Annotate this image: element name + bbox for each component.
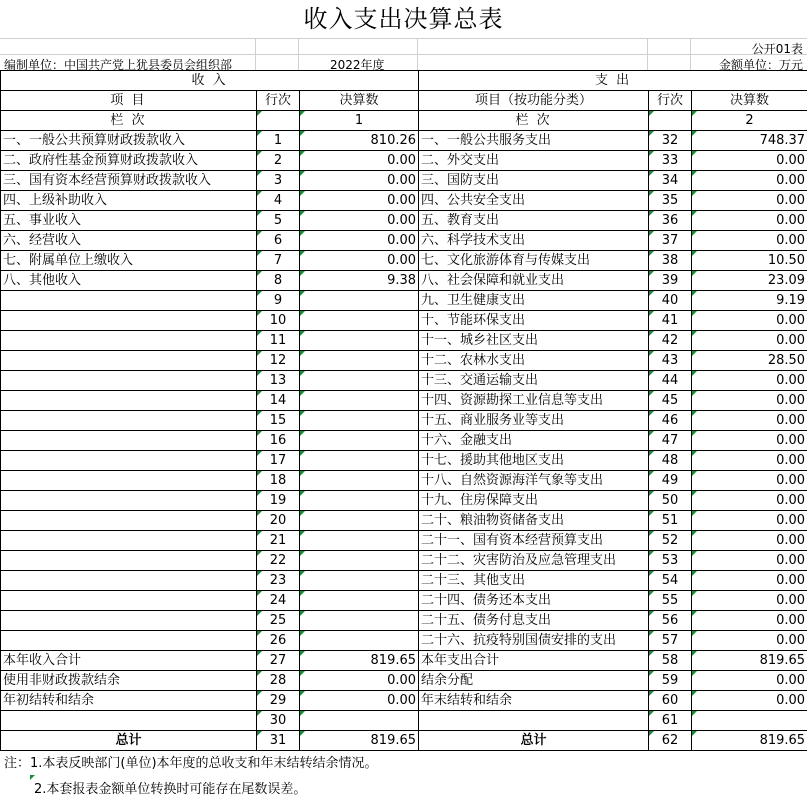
expense-amount (692, 711, 807, 731)
expense-item: 二十六、抗疫特别国债安排的支出 (419, 631, 649, 651)
expense-row-number: 58 (649, 651, 692, 671)
expense-item: 二十二、灾害防治及应急管理支出 (419, 551, 649, 571)
expense-amount: 0.00 (692, 631, 807, 651)
income-row-number: 7 (257, 251, 300, 271)
income-item (1, 411, 257, 431)
income-item (1, 471, 257, 491)
income-item (1, 511, 257, 531)
income-amount (300, 591, 419, 611)
expense-amount: 9.19 (692, 291, 807, 311)
income-item (1, 571, 257, 591)
expense-item: 十四、资源勘探工业信息等支出 (419, 391, 649, 411)
expense-item-header: 项目（按功能分类） (419, 91, 649, 111)
income-item: 五、事业收入 (1, 211, 257, 231)
table-row (1, 671, 807, 691)
expense-row-number: 41 (649, 311, 692, 331)
org-unit: 编制单位：中国共产党上犹县委员会组织部 (4, 58, 233, 72)
expense-row-number: 36 (649, 211, 692, 231)
table-row (1, 491, 807, 511)
income-row-number: 22 (257, 551, 300, 571)
expense-amount: 10.50 (692, 251, 807, 271)
expense-amount: 0.00 (692, 331, 807, 351)
income-row-number: 27 (257, 651, 300, 671)
table-row (1, 411, 807, 431)
expense-item: 七、文化旅游体育与传媒支出 (419, 251, 649, 271)
income-amount (300, 431, 419, 451)
expense-item: 一、一般公共服务支出 (419, 131, 649, 151)
expense-row-number: 40 (649, 291, 692, 311)
income-row-number: 9 (257, 291, 300, 311)
expense-item: 十八、自然资源海洋气象等支出 (419, 471, 649, 491)
income-row-number: 25 (257, 611, 300, 631)
expense-amount: 0.00 (692, 531, 807, 551)
expense-section-header: 支 出 (419, 71, 807, 91)
income-row-number: 19 (257, 491, 300, 511)
expense-row-number: 55 (649, 591, 692, 611)
expense-item: 六、科学技术支出 (419, 231, 649, 251)
income-row-number: 8 (257, 271, 300, 291)
income-item: 总计 (1, 731, 257, 751)
income-amount: 0.00 (300, 691, 419, 711)
table-row (1, 711, 807, 731)
expense-amount: 0.00 (692, 571, 807, 591)
expense-row-number: 50 (649, 491, 692, 511)
expense-row-number: 35 (649, 191, 692, 211)
table-row (1, 351, 807, 371)
table-row (1, 171, 807, 191)
income-amount (300, 311, 419, 331)
income-row-number: 18 (257, 471, 300, 491)
income-item (1, 451, 257, 471)
income-item: 八、其他收入 (1, 271, 257, 291)
money-unit: 金额单位：万元 (718, 58, 803, 72)
page-title: 收入支出决算总表 (303, 5, 504, 33)
table-row (1, 451, 807, 471)
expense-item: 结余分配 (419, 671, 649, 691)
expense-amount: 0.00 (692, 691, 807, 711)
report-year: 2022年度 (330, 58, 385, 72)
expense-amount: 0.00 (692, 411, 807, 431)
table-row (1, 651, 807, 671)
income-amount: 819.65 (300, 651, 419, 671)
income-item: 一、一般公共预算财政拨款收入 (1, 131, 257, 151)
income-amount (300, 411, 419, 431)
table-row (1, 551, 807, 571)
expense-row-number: 54 (649, 571, 692, 591)
income-row-number: 31 (257, 731, 300, 751)
income-amount (300, 391, 419, 411)
expense-row-number: 32 (649, 131, 692, 151)
expense-amount: 0.00 (692, 171, 807, 191)
income-amount (300, 631, 419, 651)
income-item (1, 311, 257, 331)
income-item (1, 551, 257, 571)
table-row (1, 251, 807, 271)
table-row (1, 471, 807, 491)
income-item: 使用非财政拨款结余 (1, 671, 257, 691)
expense-row-number: 59 (649, 671, 692, 691)
expense-amount: 0.00 (692, 311, 807, 331)
income-amount: 0.00 (300, 151, 419, 171)
income-row-number: 2 (257, 151, 300, 171)
income-expense-table (0, 70, 807, 751)
section-header-row (1, 71, 807, 91)
expense-amount: 0.00 (692, 451, 807, 471)
income-rowno-blank (257, 111, 300, 131)
income-row-number: 6 (257, 231, 300, 251)
income-amount: 810.26 (300, 131, 419, 151)
income-amount: 9.38 (300, 271, 419, 291)
income-item (1, 391, 257, 411)
income-row-number: 10 (257, 311, 300, 331)
income-row-number: 28 (257, 671, 300, 691)
column-header-row (1, 91, 807, 111)
expense-row-number: 47 (649, 431, 692, 451)
expense-item: 二、外交支出 (419, 151, 649, 171)
income-row-number: 23 (257, 571, 300, 591)
table-row (1, 571, 807, 591)
expense-row-number: 57 (649, 631, 692, 651)
expense-amount: 0.00 (692, 491, 807, 511)
income-row-number: 14 (257, 391, 300, 411)
table-row (1, 531, 807, 551)
expense-item: 十九、住房保障支出 (419, 491, 649, 511)
income-item (1, 291, 257, 311)
income-amount-header: 决算数 (300, 91, 419, 111)
income-row-number: 11 (257, 331, 300, 351)
income-amount (300, 331, 419, 351)
expense-item: 三、国防支出 (419, 171, 649, 191)
expense-row-number: 48 (649, 451, 692, 471)
expense-row-number: 61 (649, 711, 692, 731)
expense-amount: 0.00 (692, 471, 807, 491)
expense-amount: 819.65 (692, 651, 807, 671)
income-item (1, 491, 257, 511)
expense-item: 十五、商业服务业等支出 (419, 411, 649, 431)
expense-row-number: 56 (649, 611, 692, 631)
income-amount: 0.00 (300, 211, 419, 231)
income-item: 三、国有资本经营预算财政拨款收入 (1, 171, 257, 191)
expense-item: 年末结转和结余 (419, 691, 649, 711)
table-row (1, 611, 807, 631)
income-amount (300, 711, 419, 731)
income-row-number: 1 (257, 131, 300, 151)
income-amount (300, 291, 419, 311)
income-amount (300, 511, 419, 531)
income-amount: 0.00 (300, 671, 419, 691)
table-row (1, 231, 807, 251)
expense-item: 十、节能环保支出 (419, 311, 649, 331)
expense-row-number: 34 (649, 171, 692, 191)
expense-amount: 0.00 (692, 211, 807, 231)
income-item: 四、上级补助收入 (1, 191, 257, 211)
expense-item: 总计 (419, 731, 649, 751)
income-amount (300, 491, 419, 511)
income-amount (300, 611, 419, 631)
expense-row-number: 51 (649, 511, 692, 531)
table-row (1, 311, 807, 331)
expense-row-number: 43 (649, 351, 692, 371)
expense-amount: 0.00 (692, 431, 807, 451)
income-amount: 0.00 (300, 171, 419, 191)
expense-row-number: 33 (649, 151, 692, 171)
expense-item: 二十三、其他支出 (419, 571, 649, 591)
column-index-row (1, 111, 807, 131)
table-row (1, 731, 807, 751)
expense-amount-header: 决算数 (692, 91, 807, 111)
expense-amount: 0.00 (692, 371, 807, 391)
expense-amount: 0.00 (692, 231, 807, 251)
income-row-number: 16 (257, 431, 300, 451)
income-item: 七、附属单位上缴收入 (1, 251, 257, 271)
expense-row-number: 62 (649, 731, 692, 751)
income-amount: 0.00 (300, 191, 419, 211)
income-amount (300, 471, 419, 491)
expense-item: 四、公共安全支出 (419, 191, 649, 211)
expense-row-number: 42 (649, 331, 692, 351)
expense-amount: 0.00 (692, 591, 807, 611)
income-row-number: 30 (257, 711, 300, 731)
expense-row-number: 45 (649, 391, 692, 411)
expense-item: 九、卫生健康支出 (419, 291, 649, 311)
expense-col-index: 2 (692, 111, 807, 131)
expense-amount: 0.00 (692, 511, 807, 531)
income-item (1, 591, 257, 611)
expense-item: 十三、交通运输支出 (419, 371, 649, 391)
form-number: 公开01表 (751, 42, 803, 56)
table-row (1, 511, 807, 531)
income-item: 六、经营收入 (1, 231, 257, 251)
income-rowno-header: 行次 (257, 91, 300, 111)
income-amount (300, 551, 419, 571)
expense-amount: 23.09 (692, 271, 807, 291)
expense-amount: 0.00 (692, 611, 807, 631)
expense-row-number: 37 (649, 231, 692, 251)
income-item (1, 631, 257, 651)
expense-row-number: 46 (649, 411, 692, 431)
income-item (1, 611, 257, 631)
table-row (1, 291, 807, 311)
table-row (1, 271, 807, 291)
income-col-label: 栏 次 (1, 111, 257, 131)
expense-amount: 819.65 (692, 731, 807, 751)
table-body (1, 71, 807, 751)
income-row-number: 29 (257, 691, 300, 711)
income-row-number: 26 (257, 631, 300, 651)
expense-row-number: 39 (649, 271, 692, 291)
income-item (1, 371, 257, 391)
income-row-number: 5 (257, 211, 300, 231)
table-row (1, 591, 807, 611)
expense-amount: 0.00 (692, 551, 807, 571)
note-2: 2.本套报表金额单位转换时可能存在尾数误差。 (34, 778, 306, 797)
expense-row-number: 60 (649, 691, 692, 711)
expense-row-number: 38 (649, 251, 692, 271)
expense-item: 八、社会保障和就业支出 (419, 271, 649, 291)
expense-row-number: 52 (649, 531, 692, 551)
expense-rowno-header: 行次 (649, 91, 692, 111)
expense-amount: 0.00 (692, 671, 807, 691)
expense-item: 十七、援助其他地区支出 (419, 451, 649, 471)
expense-rowno-blank (649, 111, 692, 131)
income-item-header: 项 目 (1, 91, 257, 111)
expense-amount: 0.00 (692, 151, 807, 171)
expense-item: 二十、粮油物资储备支出 (419, 511, 649, 531)
expense-amount: 0.00 (692, 191, 807, 211)
expense-row-number: 44 (649, 371, 692, 391)
table-row (1, 391, 807, 411)
income-amount (300, 531, 419, 551)
income-col-index: 1 (300, 111, 419, 131)
income-section-header: 收 入 (1, 71, 419, 91)
income-row-number: 21 (257, 531, 300, 551)
expense-item: 十一、城乡社区支出 (419, 331, 649, 351)
expense-item: 本年支出合计 (419, 651, 649, 671)
expense-amount: 748.37 (692, 131, 807, 151)
expense-item: 五、教育支出 (419, 211, 649, 231)
income-item (1, 711, 257, 731)
income-amount: 0.00 (300, 231, 419, 251)
income-amount (300, 371, 419, 391)
note-1: 注：1.本表反映部门(单位)本年度的总收支和年末结转结余情况。 (4, 756, 378, 771)
income-row-number: 24 (257, 591, 300, 611)
expense-row-number: 53 (649, 551, 692, 571)
table-row (1, 191, 807, 211)
expense-item: 十六、金融支出 (419, 431, 649, 451)
income-amount (300, 351, 419, 371)
table-row (1, 371, 807, 391)
expense-amount: 0.00 (692, 391, 807, 411)
table-row (1, 431, 807, 451)
expense-item: 二十五、债务付息支出 (419, 611, 649, 631)
income-row-number: 20 (257, 511, 300, 531)
income-amount: 0.00 (300, 251, 419, 271)
table-row (1, 631, 807, 651)
table-row (1, 691, 807, 711)
expense-item (419, 711, 649, 731)
income-item (1, 431, 257, 451)
expense-row-number: 49 (649, 471, 692, 491)
expense-item: 二十一、国有资本经营预算支出 (419, 531, 649, 551)
income-item (1, 331, 257, 351)
income-item (1, 531, 257, 551)
income-row-number: 4 (257, 191, 300, 211)
table-row (1, 331, 807, 351)
income-amount (300, 571, 419, 591)
income-amount (300, 451, 419, 471)
income-item: 二、政府性基金预算财政拨款收入 (1, 151, 257, 171)
table-row (1, 151, 807, 171)
expense-amount: 28.50 (692, 351, 807, 371)
income-row-number: 13 (257, 371, 300, 391)
income-row-number: 12 (257, 351, 300, 371)
expense-item: 二十四、债务还本支出 (419, 591, 649, 611)
income-amount: 819.65 (300, 731, 419, 751)
income-row-number: 17 (257, 451, 300, 471)
income-row-number: 15 (257, 411, 300, 431)
income-row-number: 3 (257, 171, 300, 191)
expense-item: 十二、农林水支出 (419, 351, 649, 371)
income-item (1, 351, 257, 371)
expense-col-label: 栏 次 (419, 111, 649, 131)
income-item: 年初结转和结余 (1, 691, 257, 711)
income-item: 本年收入合计 (1, 651, 257, 671)
table-row (1, 131, 807, 151)
table-row (1, 211, 807, 231)
